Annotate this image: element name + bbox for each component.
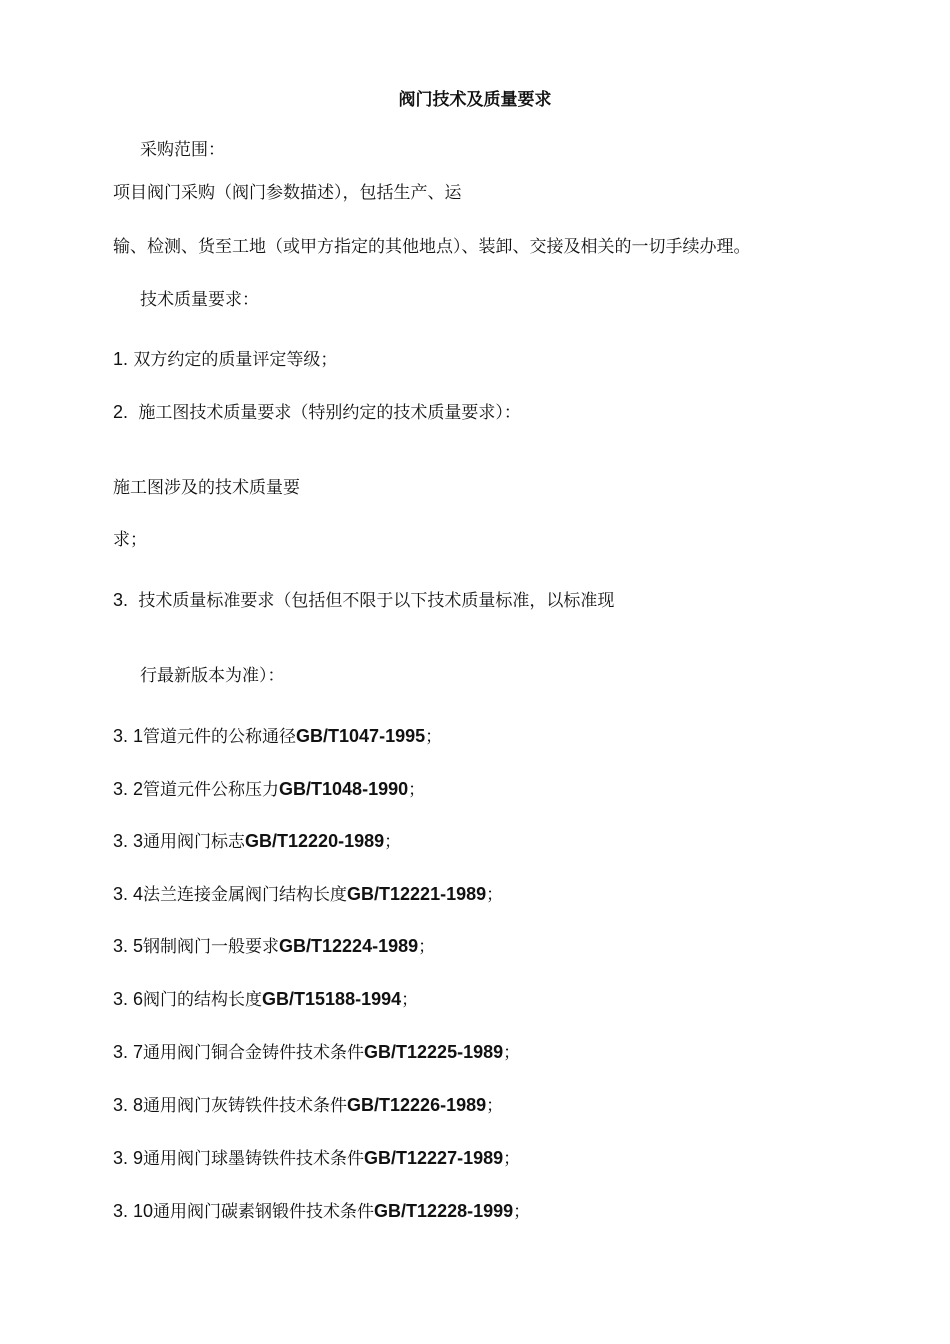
standard-code: GB/T12227-1989: [364, 1148, 504, 1168]
standard-end: ；: [418, 937, 436, 957]
standard-text: 通用阀门灰铸铁件技术条件: [143, 1096, 348, 1116]
standard-number: 3. 4: [113, 884, 144, 904]
standard-end: ；: [425, 727, 443, 747]
item-2-text: 施工图技术质量要求（特别约定的技术质量要求）：: [138, 403, 521, 423]
item-1-text: 双方约定的质量评定等级；: [133, 350, 338, 370]
standard-code: GB/T1048-1990: [279, 779, 409, 799]
standard-text: 钢制阀门一般要求: [143, 937, 280, 957]
standard-item: [113, 883, 503, 906]
standard-item: [113, 830, 401, 853]
scope-line-1: 项目阀门采购（阀门参数描述），包括生产、运: [113, 183, 462, 203]
standard-number: 3. 9: [113, 1148, 144, 1168]
standard-end: ；: [384, 832, 402, 852]
standard-end: ；: [401, 990, 419, 1010]
standard-code: GB/T12220-1989: [245, 831, 385, 851]
standard-number: 3. 6: [113, 989, 144, 1009]
standard-text: 通用阀门碳素钢锻件技术条件: [153, 1202, 375, 1222]
standard-text: 法兰连接金属阀门结构长度: [143, 885, 348, 905]
drawing-line-2: 求；: [113, 530, 147, 550]
item-3-text: 技术质量标准要求（包括但不限于以下技术质量标准，以标准现: [138, 591, 615, 611]
tech-requirements-label: 技术质量要求：: [140, 290, 259, 310]
standard-code: GB/T12224-1989: [279, 936, 419, 956]
standard-item: [113, 1094, 503, 1117]
standard-text: 通用阀门标志: [143, 832, 246, 852]
standard-text: 阀门的结构长度: [143, 990, 263, 1010]
item-3: [113, 589, 614, 612]
standard-number: 3. 10: [113, 1201, 154, 1221]
standard-end: ；: [486, 1096, 504, 1116]
standard-number: 3. 5: [113, 936, 144, 956]
standard-number: 3. 8: [113, 1095, 144, 1115]
item-2: [113, 401, 521, 424]
standard-number: 3. 1: [113, 726, 144, 746]
standard-end: ；: [513, 1202, 531, 1222]
standard-item: [113, 778, 425, 801]
standard-code: GB/T12228-1999: [374, 1201, 514, 1221]
standard-text: 通用阀门铜合金铸件技术条件: [143, 1043, 365, 1063]
standard-end: ；: [408, 780, 426, 800]
standard-number: 3. 7: [113, 1042, 144, 1062]
standard-text: 通用阀门球墨铸铁件技术条件: [143, 1149, 365, 1169]
document-title: 阀门技术及质量要求: [398, 90, 552, 110]
item-1-number: 1.: [113, 349, 129, 369]
standard-code: GB/T15188-1994: [262, 989, 402, 1009]
standard-text: 管道元件的公称通径: [143, 727, 297, 747]
standard-end: ；: [503, 1043, 521, 1063]
standard-item: [113, 725, 442, 748]
standard-item: [113, 988, 418, 1011]
drawing-line-1: 施工图涉及的技术质量要: [113, 478, 300, 498]
standard-item: [113, 935, 435, 958]
standard-code: GB/T12226-1989: [347, 1095, 487, 1115]
standard-end: ；: [486, 885, 504, 905]
item-3-number: 3.: [113, 590, 129, 610]
standard-number: 3. 3: [113, 831, 144, 851]
scope-label: 采购范围：: [140, 140, 225, 160]
scope-line-2: 输、检测、货至工地（或甲方指定的其他地点）、装卸、交接及相关的一切手续办理。: [113, 237, 751, 257]
standard-text: 管道元件公称压力: [143, 780, 280, 800]
item-3-continuation: 行最新版本为准）：: [140, 666, 285, 686]
standard-code: GB/T1047-1995: [296, 726, 426, 746]
item-1: [113, 348, 337, 371]
item-2-number: 2.: [113, 402, 129, 422]
standard-item: [113, 1041, 520, 1064]
standard-item: [113, 1147, 520, 1170]
standard-number: 3. 2: [113, 779, 144, 799]
standard-item: [113, 1200, 530, 1223]
standard-code: GB/T12221-1989: [347, 884, 487, 904]
standard-end: ；: [503, 1149, 521, 1169]
standard-code: GB/T12225-1989: [364, 1042, 504, 1062]
